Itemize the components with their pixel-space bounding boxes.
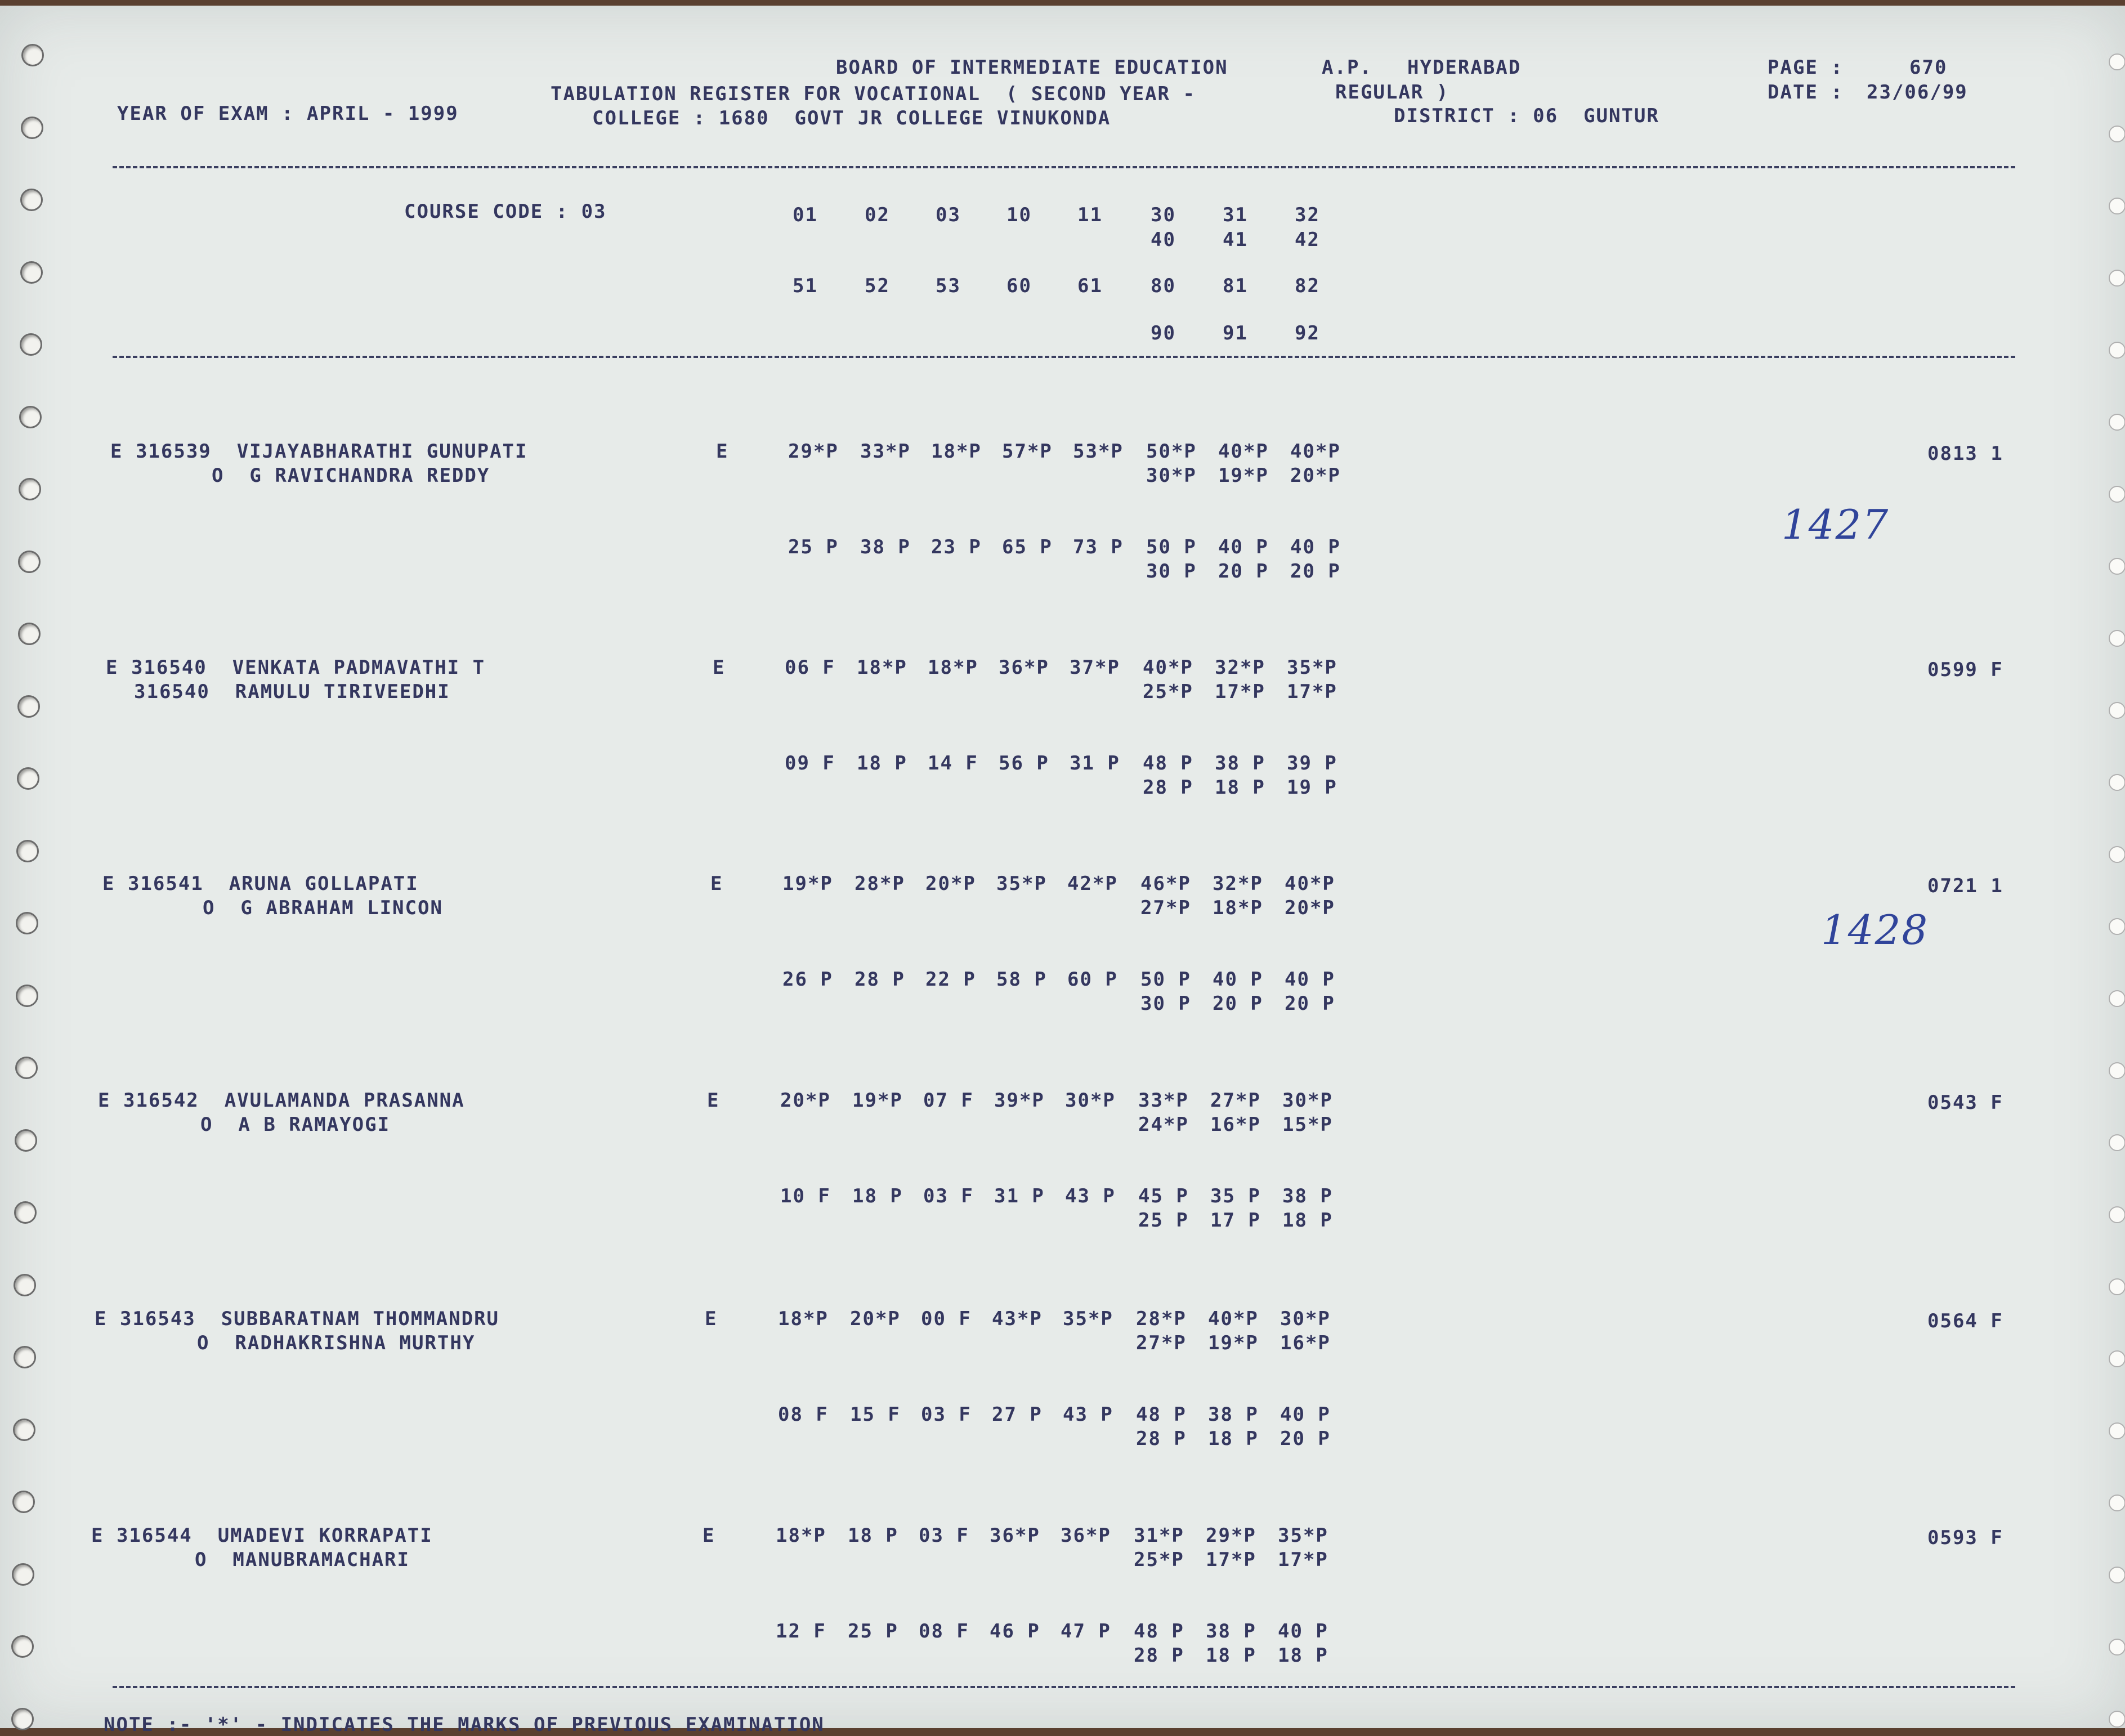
mark-cell: 47 P [1061, 1620, 1111, 1643]
feed-hole [2109, 270, 2125, 287]
mark-cell: 27*P [1140, 897, 1191, 919]
mark-cell: 18 P [1206, 1644, 1256, 1667]
mark-cell: 17*P [1215, 681, 1265, 703]
feed-hole [14, 1201, 37, 1224]
mark-cell: 27 P [992, 1403, 1043, 1426]
subject-code: 53 [936, 275, 961, 297]
total-result: 0721 1 [1927, 875, 2003, 897]
mark-cell: 32*P [1215, 656, 1265, 679]
total-result: 0593 F [1927, 1527, 2003, 1549]
mark-cell: 20*P [925, 873, 976, 895]
subject-code: 81 [1223, 275, 1248, 297]
mark-cell: 18*P [931, 440, 982, 463]
mark-cell: 17*P [1287, 681, 1337, 703]
mark-cell: 18 P [857, 752, 907, 775]
mark-cell: 18 P [1282, 1209, 1333, 1232]
mark-cell: 18*P [928, 656, 978, 679]
feed-hole [2109, 414, 2125, 431]
student-id-name: E 316540 VENKATA PADMAVATHI T [106, 656, 486, 679]
mark-cell: 19*P [852, 1089, 903, 1112]
mark-cell: 22 P [925, 968, 976, 991]
college-info: COLLEGE : 1680 GOVT JR COLLEGE VINUKONDA [592, 107, 1111, 129]
mark-cell: 58 P [996, 968, 1047, 991]
header-divider-bottom [113, 356, 2015, 358]
mark-cell: 50 P [1140, 968, 1191, 991]
mark-cell: 48 P [1143, 752, 1193, 775]
mark-cell: 35*P [1063, 1308, 1113, 1330]
subject-code: 11 [1077, 204, 1103, 226]
student-guardian: O G ABRAHAM LINCON [203, 897, 443, 919]
board-state: A.P. [1322, 56, 1372, 79]
subject-code: 40 [1151, 229, 1176, 251]
mark-cell: 31*P [1134, 1524, 1184, 1547]
board-city: HYDERABAD [1407, 56, 1522, 79]
medium-code: E [703, 1524, 715, 1547]
subject-code: 52 [865, 275, 890, 297]
feed-hole [21, 44, 44, 66]
mark-cell: 19 P [1287, 776, 1337, 799]
subject-code: 61 [1077, 275, 1103, 297]
mark-cell: 38 P [860, 536, 911, 558]
board-title: BOARD OF INTERMEDIATE EDUCATION [836, 56, 1228, 79]
feed-hole [2109, 630, 2125, 647]
subject-code: 60 [1006, 275, 1032, 297]
medium-code: E [705, 1308, 718, 1330]
total-result: 0543 F [1927, 1091, 2003, 1114]
feed-hole [17, 767, 39, 790]
total-result: 0564 F [1927, 1310, 2003, 1332]
mark-cell: 26 P [782, 968, 833, 991]
mark-cell: 35 P [1210, 1185, 1261, 1207]
student-id-name: E 316544 UMADEVI KORRAPATI [91, 1524, 433, 1547]
mark-cell: 17*P [1278, 1549, 1328, 1571]
feed-hole [2109, 1639, 2125, 1656]
mark-cell: 20*P [1285, 897, 1335, 919]
feed-hole [14, 1274, 36, 1296]
student-id-name: E 316541 ARUNA GOLLAPATI [102, 873, 419, 895]
mark-cell: 18 P [1208, 1428, 1259, 1450]
feed-hole [2109, 1206, 2125, 1223]
page-number: 670 [1909, 56, 1948, 79]
feed-hole [20, 189, 43, 211]
mark-cell: 38 P [1206, 1620, 1256, 1643]
mark-cell: 43*P [992, 1308, 1043, 1330]
mark-cell: 18 P [1215, 776, 1265, 799]
mark-cell: 39 P [1287, 752, 1337, 775]
subject-code: 51 [793, 275, 818, 297]
medium-code: E [713, 656, 726, 679]
mark-cell: 38 P [1208, 1403, 1259, 1426]
mark-cell: 28*P [1136, 1308, 1187, 1330]
subject-code: 42 [1295, 229, 1320, 251]
mark-cell: 40 P [1280, 1403, 1331, 1426]
mark-cell: 32*P [1213, 873, 1263, 895]
medium-code: E [707, 1089, 720, 1112]
mark-cell: 73 P [1073, 536, 1124, 558]
mark-cell: 46 P [990, 1620, 1040, 1643]
subject-code: 03 [936, 204, 961, 226]
feed-hole [16, 840, 39, 862]
mark-cell: 18 P [1278, 1644, 1328, 1667]
mark-cell: 03 F [923, 1185, 974, 1207]
feed-hole [2109, 558, 2125, 575]
feed-hole [12, 1491, 35, 1513]
mark-cell: 20 P [1285, 992, 1335, 1015]
mark-cell: 20*P [1290, 464, 1341, 487]
mark-cell: 00 F [921, 1308, 972, 1330]
mark-cell: 09 F [785, 752, 835, 775]
mark-cell: 30 P [1140, 992, 1191, 1015]
mark-cell: 20 P [1280, 1428, 1331, 1450]
mark-cell: 36*P [999, 656, 1049, 679]
mark-cell: 18 P [848, 1524, 898, 1547]
feed-hole [20, 333, 42, 356]
mark-cell: 28 P [1134, 1644, 1184, 1667]
feed-hole [2109, 126, 2125, 142]
mark-cell: 40 P [1285, 968, 1335, 991]
mark-cell: 46*P [1140, 873, 1191, 895]
mark-cell: 28 P [855, 968, 905, 991]
mark-cell: 28*P [855, 873, 905, 895]
subject-code: 10 [1006, 204, 1032, 226]
medium-code: E [716, 440, 729, 463]
register-title: TABULATION REGISTER FOR VOCATIONAL ( SECOND YEAR - [551, 83, 1196, 105]
mark-cell: 45 P [1138, 1185, 1189, 1207]
feed-hole [19, 406, 42, 428]
feed-hole [2109, 846, 2125, 863]
mark-cell: 60 P [1067, 968, 1118, 991]
mark-cell: 35*P [996, 873, 1047, 895]
feed-hole [16, 985, 38, 1007]
feed-hole [2109, 1062, 2125, 1079]
subject-code: 82 [1295, 275, 1320, 297]
feed-hole [2109, 1711, 2125, 1728]
feed-hole [2109, 918, 2125, 935]
mark-cell: 40 P [1290, 536, 1341, 558]
mark-cell: 42*P [1067, 873, 1118, 895]
mark-cell: 14 F [928, 752, 978, 775]
mark-cell: 28 P [1136, 1428, 1187, 1450]
subject-code: 30 [1151, 204, 1176, 226]
footnote: NOTE :- '*' - INDICATES THE MARKS OF PREVIOUS EXAMINATION [104, 1713, 825, 1736]
feed-hole [15, 1129, 37, 1152]
mark-cell: 25 P [788, 536, 839, 558]
mark-cell: 17*P [1206, 1549, 1256, 1571]
mark-cell: 07 F [923, 1089, 974, 1112]
feed-hole [2109, 1567, 2125, 1583]
mark-cell: 15 F [850, 1403, 901, 1426]
total-result: 0813 1 [1927, 442, 2003, 465]
mark-cell: 57*P [1002, 440, 1053, 463]
mark-cell: 25*P [1134, 1549, 1184, 1571]
mark-cell: 06 F [785, 656, 835, 679]
feed-hole [15, 1057, 38, 1079]
feed-hole [13, 1419, 35, 1441]
feed-hole [2109, 1422, 2125, 1439]
feed-hole [19, 478, 41, 500]
feed-hole [2109, 1350, 2125, 1367]
mark-cell: 50 P [1146, 536, 1197, 558]
subject-code: 91 [1223, 322, 1248, 344]
mark-cell: 16*P [1280, 1332, 1331, 1354]
feed-hole [11, 1635, 34, 1658]
handwritten-serial: 1428 [1821, 906, 1929, 954]
mark-cell: 18*P [778, 1308, 829, 1330]
feed-hole [2109, 53, 2125, 70]
student-guardian: 316540 RAMULU TIRIVEEDHI [134, 681, 450, 703]
mark-cell: 48 P [1136, 1403, 1187, 1426]
mark-cell: 20*P [850, 1308, 901, 1330]
student-id-name: E 316539 VIJAYABHARATHI GUNUPATI [110, 440, 528, 463]
student-guardian: O MANUBRAMACHARI [195, 1549, 410, 1571]
mark-cell: 43 P [1063, 1403, 1113, 1426]
mark-cell: 20 P [1213, 992, 1263, 1015]
mark-cell: 18*P [1213, 897, 1263, 919]
feed-hole [17, 695, 40, 718]
mark-cell: 18 P [852, 1185, 903, 1207]
student-id-name: E 316542 AVULAMANDA PRASANNA [98, 1089, 465, 1112]
mark-cell: 19*P [782, 873, 833, 895]
feed-hole [18, 623, 41, 645]
mark-cell: 33*P [860, 440, 911, 463]
mark-cell: 40*P [1285, 873, 1335, 895]
mark-cell: 12 F [776, 1620, 826, 1643]
mark-cell: 30*P [1282, 1089, 1333, 1112]
mark-cell: 37*P [1070, 656, 1120, 679]
feed-hole [2109, 486, 2125, 503]
mark-cell: 24*P [1138, 1113, 1189, 1136]
mark-cell: 36*P [1061, 1524, 1111, 1547]
footer-divider [113, 1686, 2015, 1688]
mark-cell: 30*P [1146, 464, 1197, 487]
feed-hole [18, 551, 41, 573]
mark-cell: 10 F [780, 1185, 831, 1207]
mark-cell: 35*P [1278, 1524, 1328, 1547]
mark-cell: 31 P [994, 1185, 1045, 1207]
page-label: PAGE : [1768, 56, 1844, 79]
district-info: DISTRICT : 06 GUNTUR [1394, 105, 1659, 127]
subject-code: 92 [1295, 322, 1320, 344]
mark-cell: 29*P [1206, 1524, 1256, 1547]
mark-cell: 38 P [1215, 752, 1265, 775]
mark-cell: 40*P [1290, 440, 1341, 463]
student-guardian: O A B RAMAYOGI [200, 1113, 391, 1136]
mark-cell: 31 P [1070, 752, 1120, 775]
course-code: COURSE CODE : 03 [404, 200, 607, 223]
mark-cell: 40*P [1208, 1308, 1259, 1330]
mark-cell: 25 P [1138, 1209, 1189, 1232]
subject-code: 02 [865, 204, 890, 226]
feed-hole [20, 261, 43, 284]
feed-hole [14, 1346, 36, 1368]
student-id-name: E 316543 SUBBARATNAM THOMMANDRU [95, 1308, 500, 1330]
mark-cell: 17 P [1210, 1209, 1261, 1232]
date-label: DATE : [1768, 81, 1844, 104]
feed-hole [2109, 990, 2125, 1007]
mark-cell: 65 P [1002, 536, 1053, 558]
mark-cell: 40*P [1218, 440, 1269, 463]
mark-cell: 33*P [1138, 1089, 1189, 1112]
mark-cell: 30*P [1280, 1308, 1331, 1330]
year-of-exam: YEAR OF EXAM : APRIL - 1999 [117, 102, 459, 125]
student-guardian: O G RAVICHANDRA REDDY [212, 464, 490, 487]
subject-code: 41 [1223, 229, 1248, 251]
mark-cell: 08 F [778, 1403, 829, 1426]
subject-code: 80 [1151, 275, 1176, 297]
regular-label: REGULAR ) [1335, 81, 1450, 104]
mark-cell: 36*P [990, 1524, 1040, 1547]
subject-code: 31 [1223, 204, 1248, 226]
mark-cell: 35*P [1287, 656, 1337, 679]
mark-cell: 20 P [1290, 560, 1341, 583]
medium-code: E [710, 873, 723, 895]
header-divider-top [113, 166, 2015, 168]
student-guardian: O RADHAKRISHNA MURTHY [197, 1332, 476, 1354]
mark-cell: 30*P [1065, 1089, 1116, 1112]
feed-hole [21, 117, 43, 139]
feed-hole [16, 912, 38, 934]
total-result: 0599 F [1927, 659, 2003, 681]
subject-code: 01 [793, 204, 818, 226]
mark-cell: 40 P [1218, 536, 1269, 558]
mark-cell: 27*P [1210, 1089, 1261, 1112]
feed-hole [2109, 774, 2125, 791]
feed-hole [2109, 1278, 2125, 1295]
mark-cell: 56 P [999, 752, 1049, 775]
print-date: 23/06/99 [1867, 81, 1968, 104]
mark-cell: 40 P [1278, 1620, 1328, 1643]
mark-cell: 18*P [857, 656, 907, 679]
mark-cell: 25*P [1143, 681, 1193, 703]
mark-cell: 19*P [1208, 1332, 1259, 1354]
feed-hole [2109, 342, 2125, 359]
mark-cell: 20*P [780, 1089, 831, 1112]
mark-cell: 50*P [1146, 440, 1197, 463]
mark-cell: 38 P [1282, 1185, 1333, 1207]
mark-cell: 30 P [1146, 560, 1197, 583]
subject-code: 90 [1151, 322, 1176, 344]
mark-cell: 53*P [1073, 440, 1124, 463]
mark-cell: 23 P [931, 536, 982, 558]
mark-cell: 48 P [1134, 1620, 1184, 1643]
feed-hole [2109, 1134, 2125, 1151]
mark-cell: 25 P [848, 1620, 898, 1643]
mark-cell: 43 P [1065, 1185, 1116, 1207]
mark-cell: 20 P [1218, 560, 1269, 583]
mark-cell: 03 F [919, 1524, 969, 1547]
feed-hole [2109, 1495, 2125, 1511]
mark-cell: 29*P [788, 440, 839, 463]
mark-cell: 19*P [1218, 464, 1269, 487]
subject-code: 32 [1295, 204, 1320, 226]
feed-hole [2109, 198, 2125, 214]
feed-hole [2109, 702, 2125, 719]
mark-cell: 28 P [1143, 776, 1193, 799]
mark-cell: 27*P [1136, 1332, 1187, 1354]
mark-cell: 39*P [994, 1089, 1045, 1112]
handwritten-serial: 1427 [1782, 501, 1890, 548]
feed-hole [11, 1708, 34, 1730]
mark-cell: 18*P [776, 1524, 826, 1547]
mark-cell: 40*P [1143, 656, 1193, 679]
mark-cell: 08 F [919, 1620, 969, 1643]
mark-cell: 16*P [1210, 1113, 1261, 1136]
mark-cell: 03 F [921, 1403, 972, 1426]
mark-cell: 40 P [1213, 968, 1263, 991]
feed-hole [12, 1563, 34, 1586]
tabulation-sheet [0, 6, 2125, 1736]
mark-cell: 15*P [1282, 1113, 1333, 1136]
